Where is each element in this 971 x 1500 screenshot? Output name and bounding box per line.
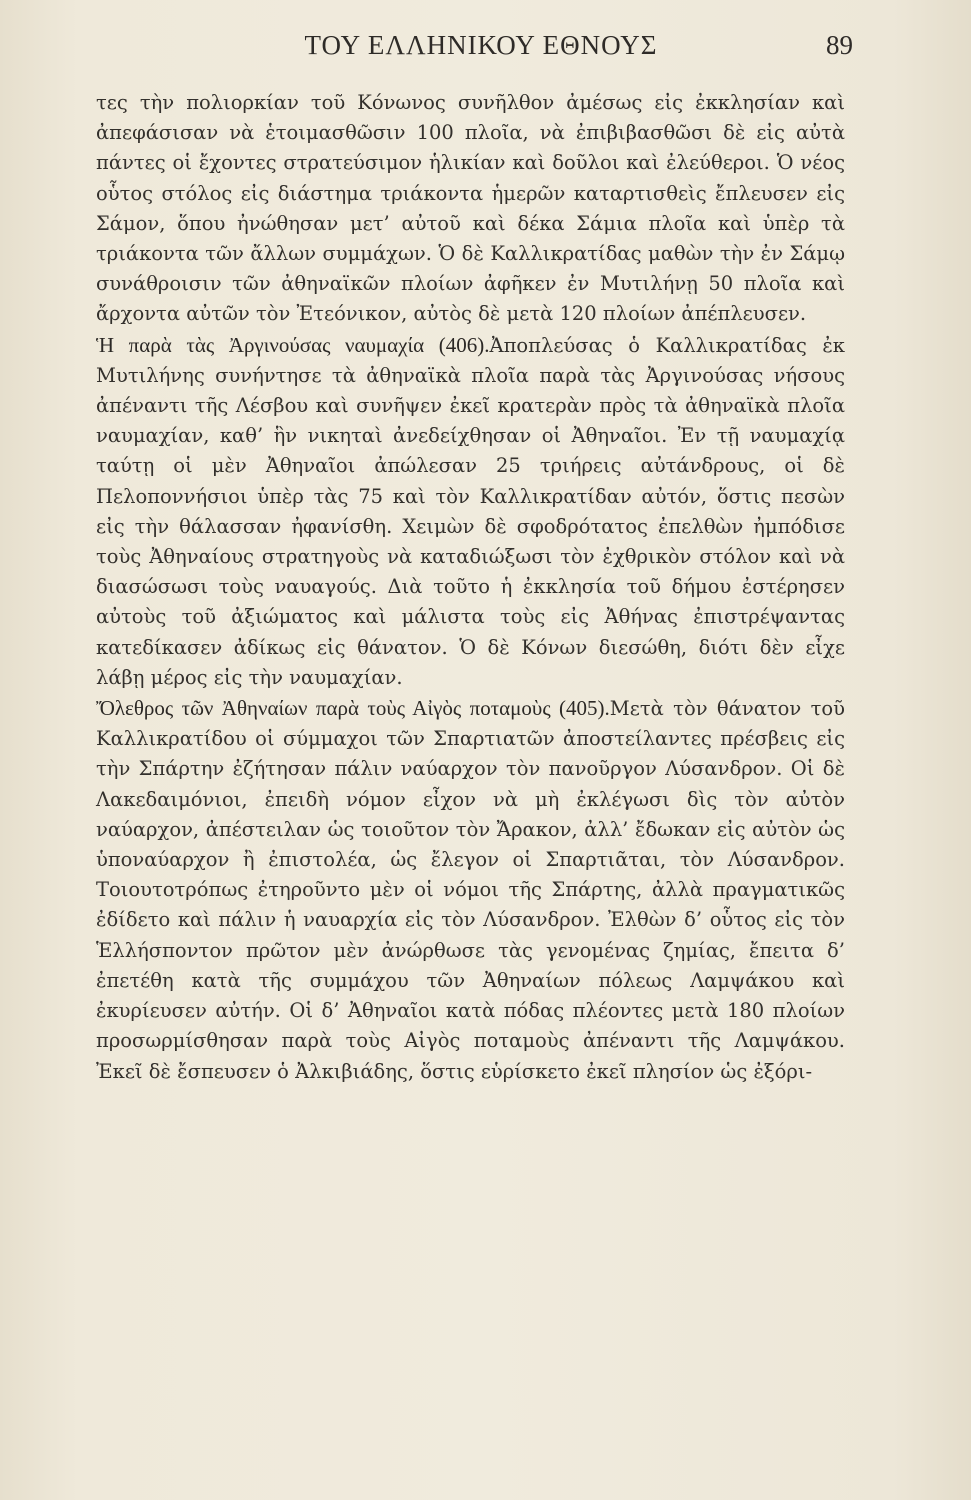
body-text bbox=[96, 88, 845, 1087]
page-number: 89 bbox=[826, 30, 853, 60]
paragraph-2-text: Ἀποπλεύσας ὁ Καλλικρατίδας ἐκ Μυτιλήνης συνήντησε τὰ ἀθηναϊκὰ πλοῖα παρὰ τὰς Ἀργινούσας νήσους ἀπέναντι τῆς Λέσβου καὶ συνῆψεν ἐκεῖ κρατερὰν πρὸς τὰ ἀθηναϊκὰ πλοῖα ναυμαχίαν, καθ’ ἣν νικηταὶ ἀνεδείχθησαν οἱ Ἀθηναῖοι. Ἐν τῇ ναυμαχίᾳ ταύτῃ οἱ μὲν Ἀθηναῖοι ἀπώλεσαν 25 τριήρεις αὐτάνδρους, οἱ δὲ Πελοποννήσιοι ὑπὲρ τὰς 75 καὶ τὸν Καλλικρατίδαν αὐτόν, ὅστις πεσὼν εἰς τὴν θάλασσαν ἠφανίσθη. Χειμὼν δὲ σφοδρότατος ἐπελθὼν ἠμπόδισε τοὺς Ἀθηναίους στρατηγοὺς νὰ καταδιώξωσι τὸν ἐχθρικὸν στόλον καὶ νὰ διασώσωσι τοὺς ναυαγούς. Διὰ τοῦτο ἡ ἐκκλησία τοῦ δήμου ἐστέρησεν αὐτοὺς τοῦ ἀξιώματος καὶ μάλιστα τοὺς εἰς Ἀθήνας ἐπιστρέψαντας κατεδίκασεν ἀδίκως εἰς θάνατον. Ὁ δὲ Κόνων διεσώθη, διότι δὲν εἶχε λάβῃ μέρος εἰς τὴν ναυμαχίαν. bbox=[96, 333, 845, 689]
section-heading-aegospotami: Ὄλεθρος τῶν Ἀθηναίων παρὰ τοὺς Αἰγὸς ποταμοὺς (405). bbox=[96, 696, 610, 721]
paragraph-3 bbox=[96, 693, 845, 1087]
paragraph-1 bbox=[96, 88, 845, 330]
page-header bbox=[96, 30, 853, 80]
paragraph-1-text: τες τὴν πολιορκίαν τοῦ Κόνωνος συνῆλθον ἀμέσως εἰς ἐκκλησίαν καὶ ἀπεφάσισαν νὰ ἑτοιμασθῶσιν 100 πλοῖα, νὰ ἐπιβιβασθῶσι δὲ εἰς αὐτὰ πάντες οἱ ἔχοντες στρατεύσιμον ἡλικίαν καὶ δοῦλοι καὶ ἐλεύθεροι. Ὁ νέος οὗτος στόλος εἰς διάστημα τριάκοντα ἡμερῶν καταρτισθεὶς ἔπλευσεν εἰς Σάμον, ὅπου ἠνώθησαν μετ’ αὐτοῦ καὶ δέκα Σάμια πλοῖα καὶ ὑπὲρ τὰ τριάκοντα τῶν ἄλλων συμμάχων. Ὁ δὲ Καλλικρατίδας μαθὼν τὴν ἐν Σάμῳ συνάθροισιν τῶν ἀθηναϊκῶν πλοίων ἀφῆκεν ἐν Μυτιλήνῃ 50 πλοῖα καὶ ἄρχοντα αὐτῶν τὸν Ἐτεόνικον, αὐτὸς δὲ μετὰ 120 πλοίων ἀπέπλευσεν. bbox=[96, 91, 845, 326]
paragraph-3-text: Μετὰ τὸν θάνατον τοῦ Καλλικρατίδου οἱ σύμμαχοι τῶν Σπαρτιατῶν ἀποστείλαντες πρέσβεις εἰς τὴν Σπάρτην ἐζήτησαν πάλιν ναύαρχον τὸν πανοῦργον Λύσανδρον. Οἱ δὲ Λακεδαιμόνιοι, ἐπειδὴ νόμον εἶχον νὰ μὴ ἐκλέγωσι δὶς τὸν αὐτὸν ναύαρχον, ἀπέστειλαν ὡς τοιοῦτον τὸν Ἄρακον, ἀλλ’ ἔδωκαν εἰς αὐτὸν ὡς ὑποναύαρχον ἢ ἐπιστολέα, ὡς ἔλεγον οἱ Σπαρτιᾶται, τὸν Λύσανδρον. Τοιουτοτρόπως ἐτηροῦντο μὲν οἱ νόμοι τῆς Σπάρτης, ἀλλὰ πραγματικῶς ἐδίδετο καὶ πάλιν ἡ ναυαρχία εἰς τὸν Λύσανδρον. Ἐλθὼν δ’ οὗτος εἰς τὸν Ἑλλήσποντον πρῶτον μὲν ἀνώρθωσε τὰς γενομένας ζημίας, ἔπειτα δ’ ἐπετέθη κατὰ τῆς συμμάχου τῶν Ἀθηναίων πόλεως Λαμψάκου καὶ ἐκυρίευσεν αὐτήν. Οἱ δ’ Ἀθηναῖοι κατὰ πόδας πλέοντες μετὰ 180 πλοίων προσωρμίσθησαν παρὰ τοὺς Αἰγὸς ποταμοὺς ἀπέναντι τῆς Λαμψάκου. Ἐκεῖ δὲ ἔσπευσεν ὁ Ἀλκιβιάδης, ὅστις εὑρίσκετο ἐκεῖ πλησίον ὡς ἐξόρι- bbox=[96, 697, 845, 1083]
paragraph-2 bbox=[96, 330, 845, 693]
running-head: ΤΟΥ ΕΛΛΗΝΙΚΟΥ ΕΘΝΟΥΣ bbox=[304, 30, 658, 60]
section-heading-arginusae: Ἡ παρὰ τὰς Ἀργινούσας ναυμαχία (406). bbox=[96, 332, 490, 357]
